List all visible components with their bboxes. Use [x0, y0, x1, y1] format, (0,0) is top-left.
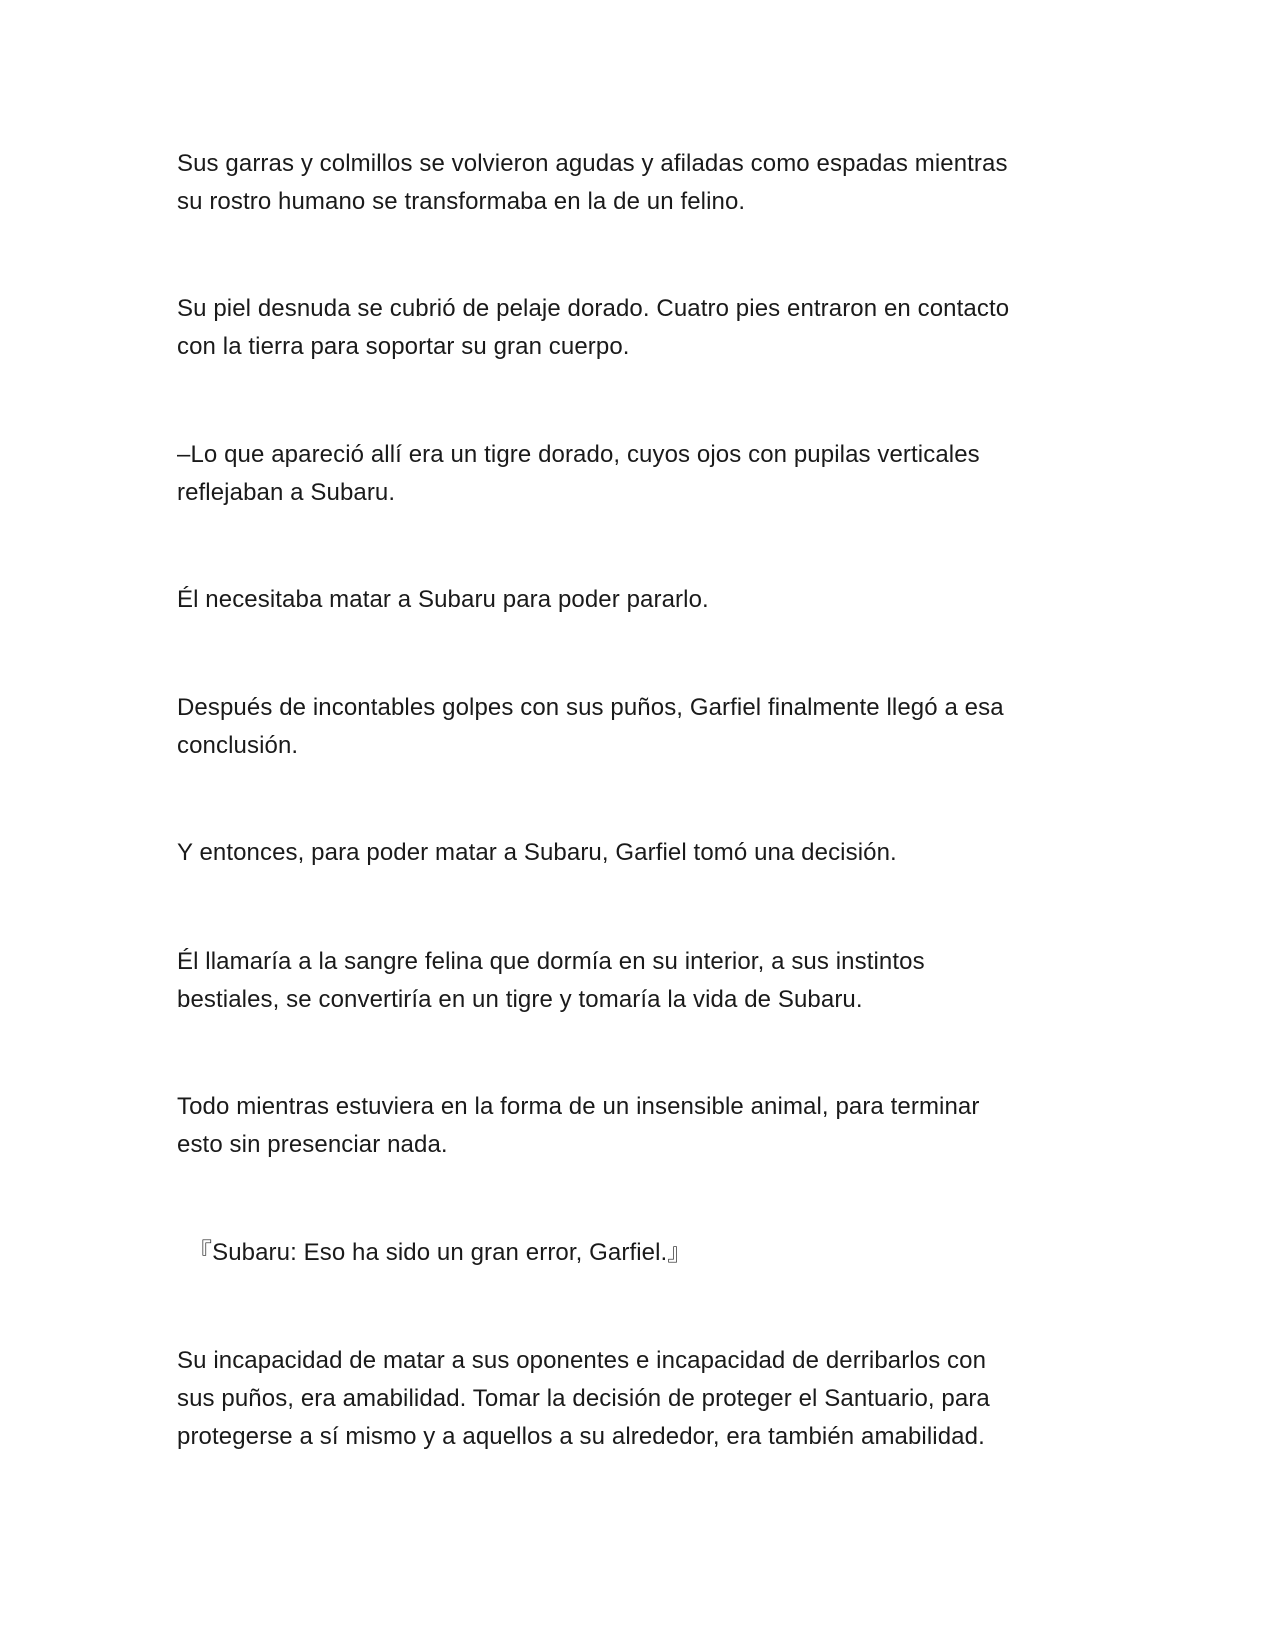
text-line: protegerse a sí mismo y a aquellos a su alrededor, era también amabilidad.	[177, 1423, 985, 1450]
text-line: Después de incontables golpes con sus puños, Garfiel finalmente llegó a esa	[177, 694, 1004, 721]
text-line: bestiales, se convertiría en un tigre y tomaría la vida de Subaru.	[177, 986, 863, 1013]
text-line: Su incapacidad de matar a sus oponentes e incapacidad de derribarlos con	[177, 1347, 987, 1374]
text-line: Y entonces, para poder matar a Subaru, Garfiel tomó una decisión.	[177, 839, 897, 866]
paragraph-2	[177, 290, 1117, 366]
text-line: esto sin presenciar nada.	[177, 1131, 448, 1158]
text-line: –Lo que apareció allí era un tigre dorado, cuyos ojos con pupilas verticales	[177, 441, 980, 468]
paragraph-1	[177, 145, 1117, 221]
text-line: su rostro humano se transformaba en la de un felino.	[177, 188, 746, 215]
text-line: Él necesitaba matar a Subaru para poder pararlo.	[177, 586, 709, 613]
text-line: sus puños, era amabilidad. Tomar la decisión de proteger el Santuario, para	[177, 1385, 990, 1412]
text-line: con la tierra para soportar su gran cuerpo.	[177, 333, 630, 360]
text-line: reflejaban a Subaru.	[177, 479, 396, 506]
paragraph-6	[177, 834, 1117, 872]
paragraph-3	[177, 436, 1117, 512]
text-line: conclusión.	[177, 732, 299, 759]
paragraph-8	[177, 1088, 1117, 1164]
paragraph-4	[177, 581, 1117, 619]
paragraph-5	[177, 689, 1117, 765]
text-line: Él llamaría a la sangre felina que dormía en su interior, a sus instintos	[177, 948, 925, 975]
text-line: Sus garras y colmillos se volvieron agudas y afiladas como espadas mientras	[177, 150, 1008, 177]
text-line: Su piel desnuda se cubrió de pelaje dorado. Cuatro pies entraron en contacto	[177, 295, 1010, 322]
dialogue-line	[188, 1234, 1128, 1272]
paragraph-7	[177, 943, 1117, 1019]
text-line: Todo mientras estuviera en la forma de un insensible animal, para terminar	[177, 1093, 980, 1120]
paragraph-10	[177, 1342, 1117, 1456]
text-line: 『Subaru: Eso ha sido un gran error, Garfiel.』	[188, 1239, 692, 1266]
